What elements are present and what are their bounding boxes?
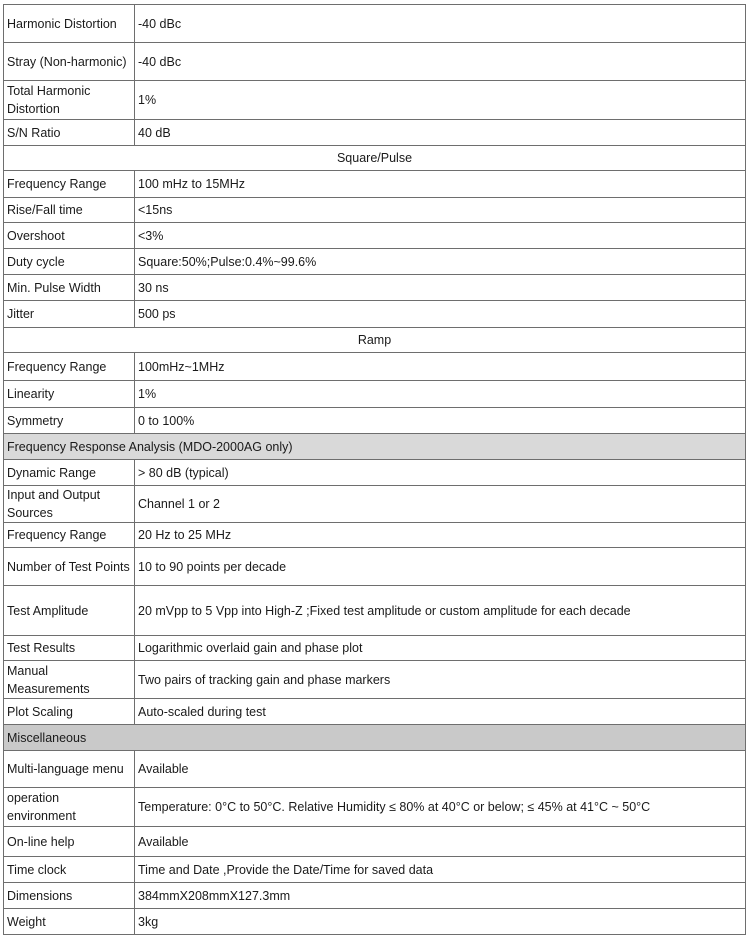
section-header-row (4, 725, 746, 751)
spec-label: Dynamic Range (4, 460, 135, 486)
spec-row (4, 43, 746, 81)
spec-row (4, 460, 746, 486)
spec-label: Linearity (4, 381, 135, 408)
spec-value: -40 dBc (135, 5, 746, 43)
spec-label: Multi-language menu (4, 751, 135, 788)
specification-table (3, 4, 746, 935)
section-header: Frequency Response Analysis (MDO-2000AG only) (4, 434, 746, 460)
spec-row (4, 857, 746, 883)
spec-value: 1% (135, 81, 746, 120)
spec-value: Available (135, 751, 746, 788)
spec-row (4, 353, 746, 381)
spec-label: Plot Scaling (4, 699, 135, 725)
spec-label: Harmonic Distortion (4, 5, 135, 43)
spec-value: Auto-scaled during test (135, 699, 746, 725)
section-header-row (4, 328, 746, 353)
spec-row (4, 661, 746, 699)
spec-label: operation environment (4, 788, 135, 827)
spec-row (4, 523, 746, 548)
spec-value: 100 mHz to 15MHz (135, 171, 746, 198)
section-header-row (4, 434, 746, 460)
spec-row (4, 751, 746, 788)
spec-value: Time and Date ,Provide the Date/Time for saved data (135, 857, 746, 883)
spec-value: -40 dBc (135, 43, 746, 81)
spec-row (4, 408, 746, 434)
spec-label: Number of Test Points (4, 548, 135, 586)
spec-value: 20 Hz to 25 MHz (135, 523, 746, 548)
spec-label: Frequency Range (4, 523, 135, 548)
spec-value: 384mmX208mmX127.3mm (135, 883, 746, 909)
spec-label: Test Amplitude (4, 586, 135, 636)
spec-row (4, 275, 746, 301)
spec-value: 40 dB (135, 120, 746, 146)
spec-row (4, 586, 746, 636)
spec-label: Dimensions (4, 883, 135, 909)
spec-value: 10 to 90 points per decade (135, 548, 746, 586)
spec-label: Weight (4, 909, 135, 935)
spec-value: 500 ps (135, 301, 746, 328)
spec-row (4, 909, 746, 935)
spec-row (4, 827, 746, 857)
spec-row (4, 249, 746, 275)
spec-row (4, 486, 746, 523)
section-header: Ramp (4, 328, 746, 353)
spec-value: <3% (135, 223, 746, 249)
spec-row (4, 198, 746, 223)
section-header: Square/Pulse (4, 146, 746, 171)
section-header: Miscellaneous (4, 725, 746, 751)
spec-row (4, 81, 746, 120)
spec-label: Symmetry (4, 408, 135, 434)
specification-table-body (4, 5, 746, 935)
spec-value: 0 to 100% (135, 408, 746, 434)
spec-value: Available (135, 827, 746, 857)
spec-value: 20 mVpp to 5 Vpp into High-Z ;Fixed test amplitude or custom amplitude for each decade (135, 586, 746, 636)
spec-value: > 80 dB (typical) (135, 460, 746, 486)
spec-label: Test Results (4, 636, 135, 661)
spec-label: Manual Measurements (4, 661, 135, 699)
spec-value: 100mHz~1MHz (135, 353, 746, 381)
spec-value: 3kg (135, 909, 746, 935)
spec-label: Frequency Range (4, 171, 135, 198)
spec-value: Temperature: 0°C to 50°C. Relative Humidity ≤ 80% at 40°C or below; ≤ 45% at 41°C ~ 50°C (135, 788, 746, 827)
spec-row (4, 5, 746, 43)
spec-row (4, 699, 746, 725)
spec-value: 30 ns (135, 275, 746, 301)
spec-label: Frequency Range (4, 353, 135, 381)
spec-row (4, 301, 746, 328)
spec-label: Input and Output Sources (4, 486, 135, 523)
spec-value: Two pairs of tracking gain and phase markers (135, 661, 746, 699)
spec-label: Stray (Non-harmonic) (4, 43, 135, 81)
spec-value: Logarithmic overlaid gain and phase plot (135, 636, 746, 661)
spec-value: Channel 1 or 2 (135, 486, 746, 523)
spec-label: On-line help (4, 827, 135, 857)
spec-row (4, 223, 746, 249)
spec-label: Total Harmonic Distortion (4, 81, 135, 120)
spec-value: Square:50%;Pulse:0.4%~99.6% (135, 249, 746, 275)
spec-label: Jitter (4, 301, 135, 328)
spec-row (4, 883, 746, 909)
spec-value: 1% (135, 381, 746, 408)
spec-row (4, 120, 746, 146)
spec-label: Duty cycle (4, 249, 135, 275)
section-header-row (4, 146, 746, 171)
spec-row (4, 636, 746, 661)
spec-row (4, 788, 746, 827)
spec-label: Overshoot (4, 223, 135, 249)
spec-label: Min. Pulse Width (4, 275, 135, 301)
spec-label: S/N Ratio (4, 120, 135, 146)
spec-label: Rise/Fall time (4, 198, 135, 223)
spec-row (4, 381, 746, 408)
spec-value: <15ns (135, 198, 746, 223)
spec-label: Time clock (4, 857, 135, 883)
spec-row (4, 548, 746, 586)
spec-row (4, 171, 746, 198)
